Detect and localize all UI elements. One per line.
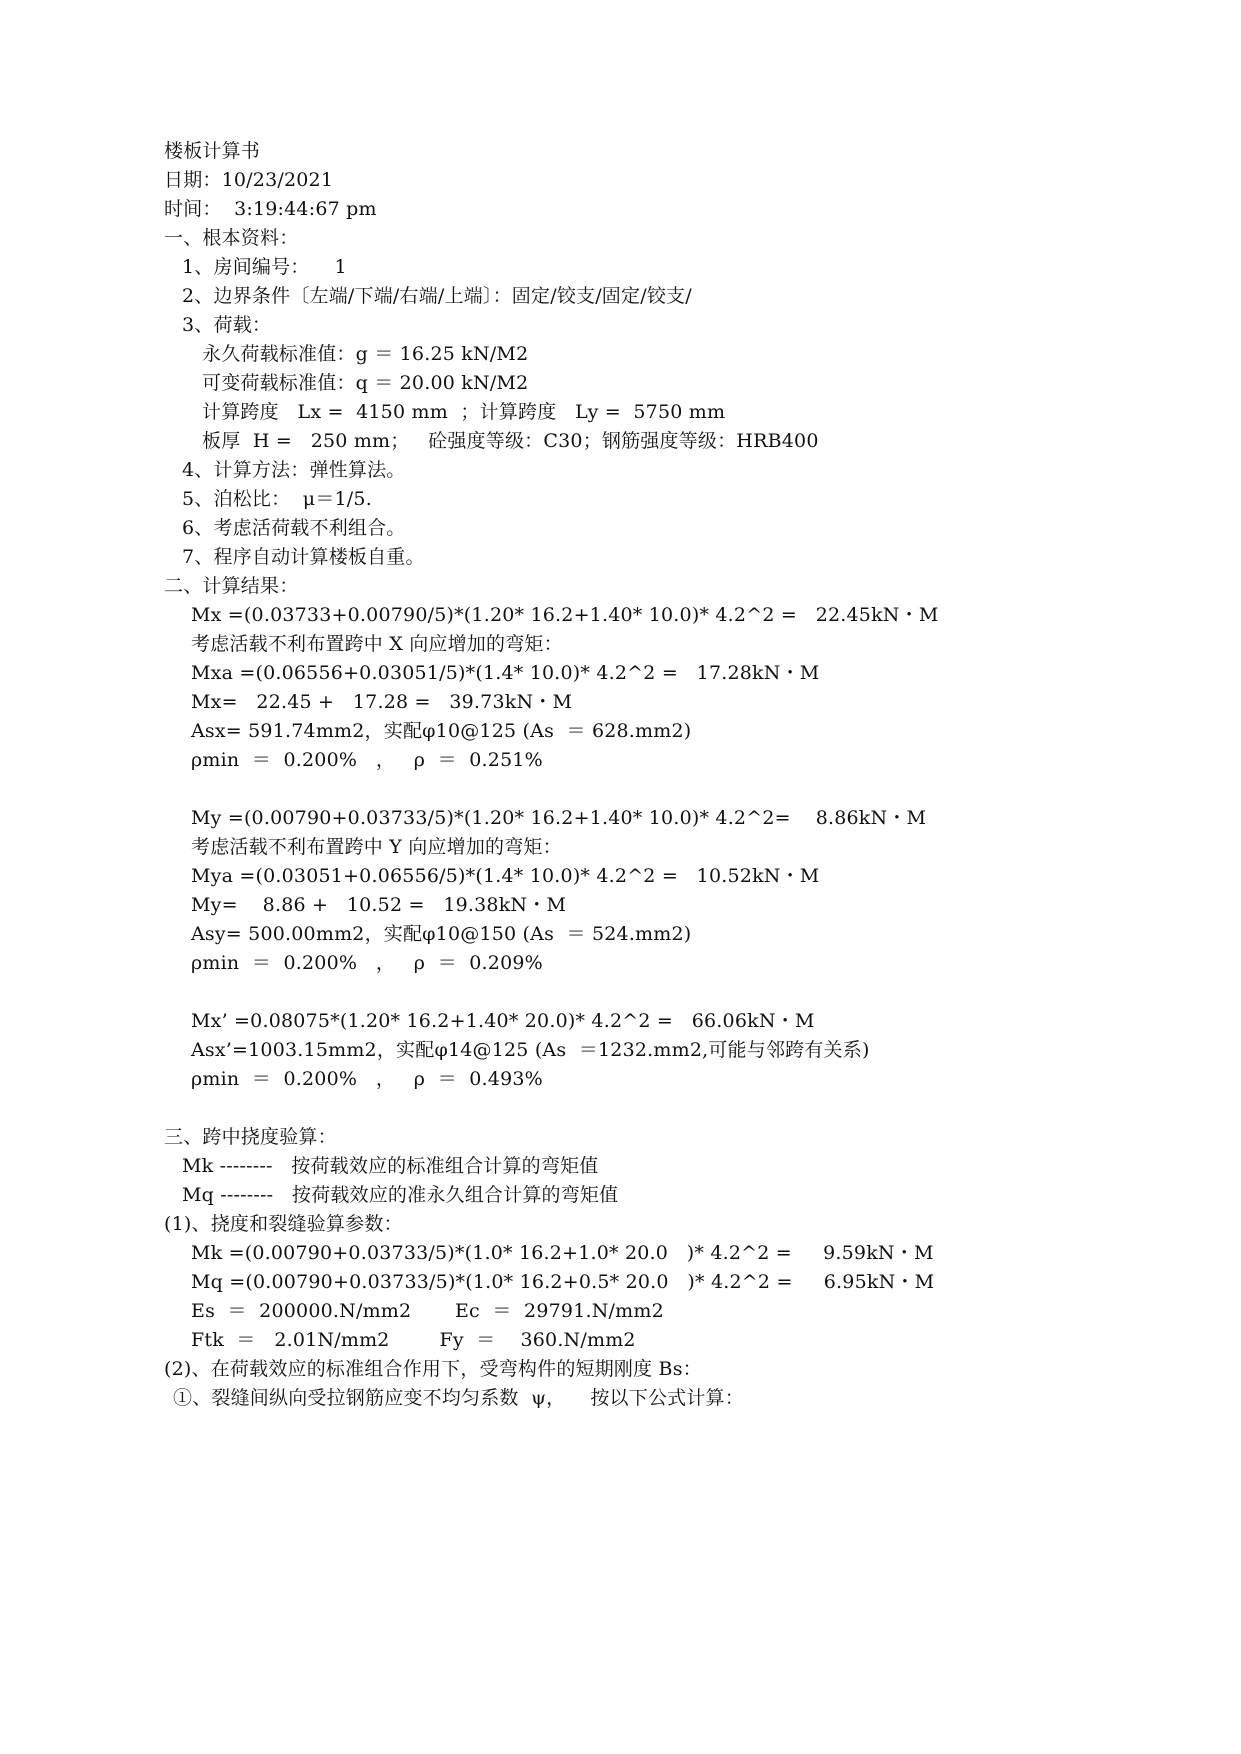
- section-heading-deflection: 三、跨中挠度验算：: [164, 1126, 337, 1148]
- section-heading-results: 二、计算结果：: [164, 575, 299, 597]
- permanent-load-line: 永久荷载标准值：g ＝ 16.25 kN/M2: [202, 343, 529, 365]
- thickness-material-line: 板厚 H = 250 mm； 砼强度等级：C30；钢筋强度等级：HRB400: [202, 430, 819, 452]
- params-heading: (1)、挠度和裂缝验算参数：: [164, 1213, 403, 1235]
- my-live-note: 考虑活载不利布置跨中 Y 向应增加的弯矩：: [191, 836, 562, 858]
- mx-formula: Mx =(0.03733+0.00790/5)*(1.20* 16.2+1.40* 10.0)* 4.2^2 = 22.45kN・M: [191, 604, 939, 626]
- live-load-combination-line: 6、考虑活荷载不利组合。: [182, 517, 406, 539]
- mx-live-note: 考虑活载不利布置跨中 X 向应增加的弯矩：: [191, 633, 563, 655]
- boundary-conditions-line: 2、边界条件〔左端/下端/右端/上端〕：固定/铰支/固定/铰支/: [182, 285, 692, 307]
- method-line: 4、计算方法：弹性算法。: [182, 459, 406, 481]
- doc-title: 楼板计算书: [164, 140, 261, 162]
- mya-formula: Mya =(0.03051+0.06556/5)*(1.4* 10.0)* 4.2^2 = 10.52kN・M: [191, 865, 820, 887]
- asy-line: Asy= 500.00mm2，实配φ10@150 (As ＝ 524.mm2): [191, 923, 692, 945]
- mq-formula: Mq =(0.00790+0.03733/5)*(1.0* 16.2+0.5* 20.0 )* 4.2^2 = 6.95kN・M: [191, 1271, 935, 1293]
- time-line: 时间： 3:19:44:67 pm: [164, 198, 377, 220]
- mq-definition: Mq -------- 按荷载效应的准永久组合计算的弯矩值: [182, 1184, 619, 1206]
- asx-support-line: Asx’=1003.15mm2，实配φ14@125 (As ＝1232.mm2,可能与邻跨有关系): [191, 1039, 870, 1061]
- self-weight-line: 7、程序自动计算楼板自重。: [182, 546, 425, 568]
- variable-load-line: 可变荷载标准值：q ＝ 20.00 kN/M2: [202, 372, 529, 394]
- rho-x-line: ρmin ＝ 0.200% ， ρ ＝ 0.251%: [191, 749, 543, 771]
- my-formula: My =(0.00790+0.03733/5)*(1.20* 16.2+1.40* 10.0)* 4.2^2= 8.86kN・M: [191, 807, 927, 829]
- my-total: My= 8.86 + 10.52 = 19.38kN・M: [191, 894, 567, 916]
- mk-formula: Mk =(0.00790+0.03733/5)*(1.0* 16.2+1.0* 20.0 )* 4.2^2 = 9.59kN・M: [191, 1242, 934, 1264]
- modulus-line: Es ＝ 200000.N/mm2 Ec ＝ 29791.N/mm2: [191, 1300, 664, 1322]
- mx-total: Mx= 22.45 + 17.28 = 39.73kN・M: [191, 691, 573, 713]
- rho-y-line: ρmin ＝ 0.200% ， ρ ＝ 0.209%: [191, 952, 543, 974]
- date-line: 日期：10/23/2021: [164, 169, 334, 191]
- strength-line: Ftk ＝ 2.01N/mm2 Fy ＝ 360.N/mm2: [191, 1329, 636, 1351]
- room-number-line: 1、房间编号： 1: [182, 256, 347, 278]
- psi-line: ①、裂缝间纵向受拉钢筋应变不均匀系数 ψ， 按以下公式计算：: [173, 1387, 744, 1409]
- poisson-line: 5、泊松比： μ＝1/5.: [182, 488, 372, 510]
- rho-support-line: ρmin ＝ 0.200% ， ρ ＝ 0.493%: [191, 1068, 543, 1090]
- load-heading: 3、荷载：: [182, 314, 272, 336]
- stiffness-heading: (2)、在荷载效应的标准组合作用下，受弯构件的短期刚度 Bs：: [164, 1358, 702, 1380]
- section-heading-basic-data: 一、根本资料：: [164, 227, 299, 249]
- span-line: 计算跨度 Lx = 4150 mm ；计算跨度 Ly = 5750 mm: [202, 401, 726, 423]
- mk-definition: Mk -------- 按荷载效应的标准组合计算的弯矩值: [182, 1155, 599, 1177]
- asx-line: Asx= 591.74mm2，实配φ10@125 (As ＝ 628.mm2): [191, 720, 692, 742]
- mx-support-formula: Mx’ =0.08075*(1.20* 16.2+1.40* 20.0)* 4.2^2 = 66.06kN・M: [191, 1010, 815, 1032]
- mxa-formula: Mxa =(0.06556+0.03051/5)*(1.4* 10.0)* 4.2^2 = 17.28kN・M: [191, 662, 820, 684]
